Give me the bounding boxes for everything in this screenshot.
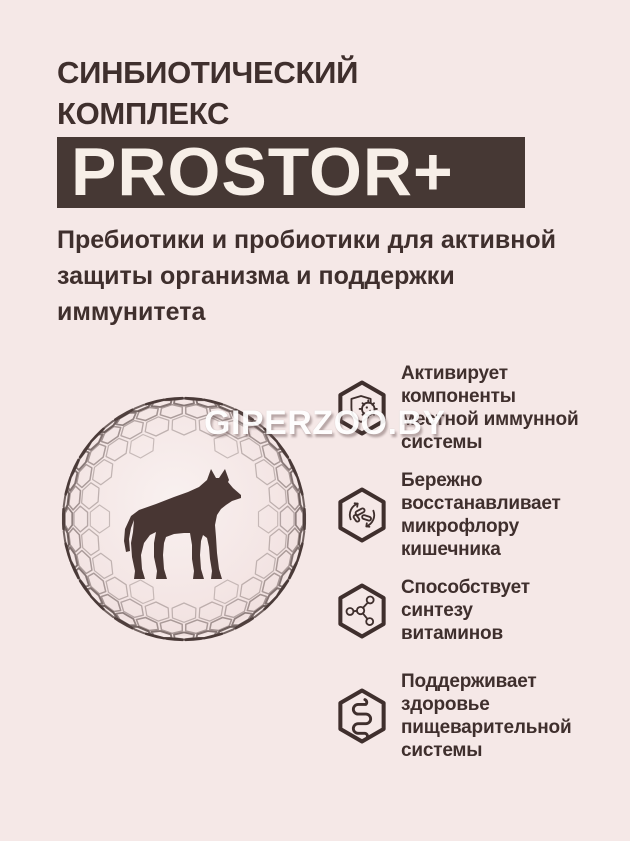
- brand-name: PROSTOR+: [71, 134, 454, 210]
- microflora-restore-icon: [337, 487, 387, 543]
- feature-digestive: [337, 670, 599, 762]
- page-title: [57, 52, 358, 134]
- title-line-2: КОМПЛЕКС: [57, 96, 230, 131]
- feature-text: Бережно восстанавливает микрофлору кишечника: [401, 470, 561, 560]
- brand-banner: [57, 134, 525, 210]
- feature-vitamins: [337, 576, 599, 645]
- subtitle: Пребиотики и пробиотики для активной защиты организма и поддержки иммунитета: [57, 226, 556, 326]
- watermark: GIPERZOO.BY: [204, 404, 446, 442]
- title-line-1: СИНБИОТИЧЕСКИЙ: [57, 55, 359, 90]
- feature-text: Активирует компоненты местной иммунной системы: [401, 363, 579, 453]
- feature-microflora: [337, 469, 599, 561]
- feature-text: Поддерживает здоровье пищеварительной системы: [401, 671, 572, 761]
- vitamin-synthesis-icon: [337, 583, 387, 639]
- digestive-system-icon: [337, 688, 387, 744]
- feature-text: Способствует синтезу витаминов: [401, 577, 530, 644]
